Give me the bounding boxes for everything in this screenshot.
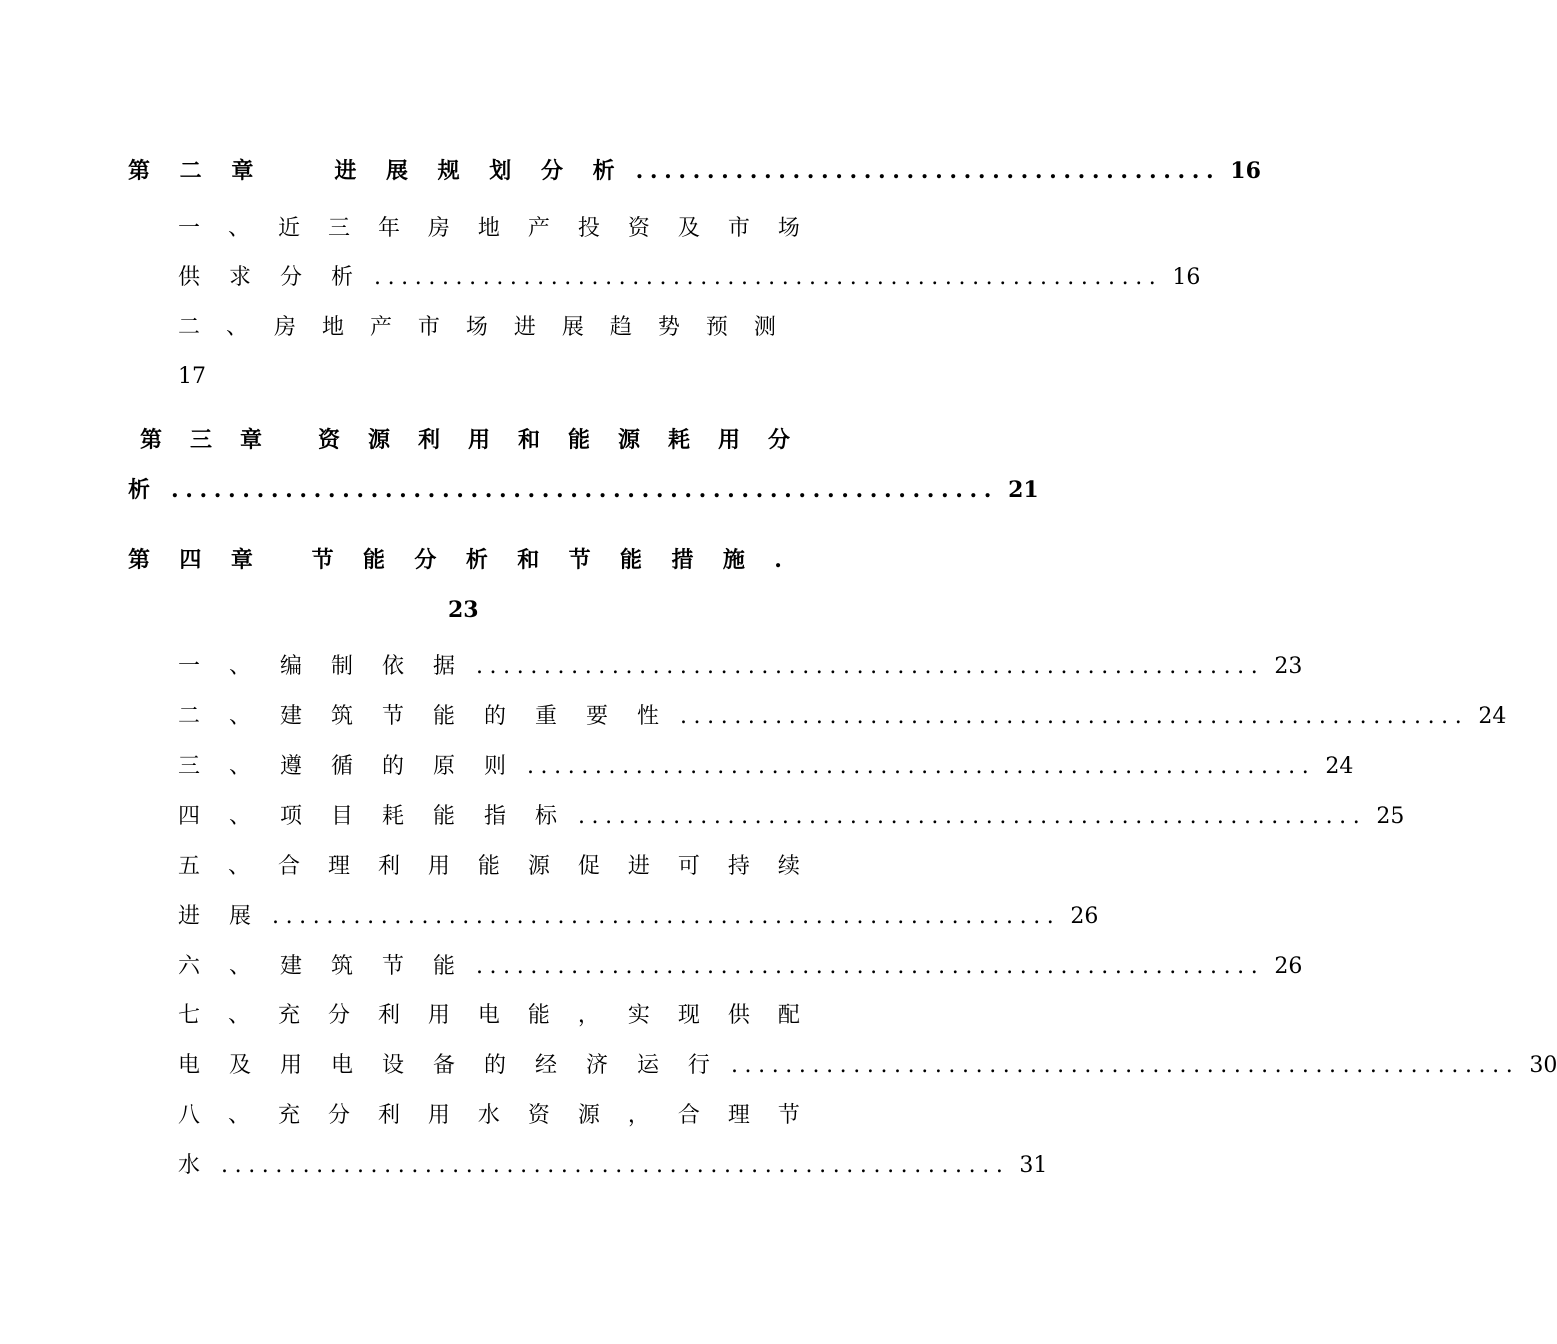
chapter-title-cont: 析 bbox=[128, 477, 162, 503]
toc-section-4-7-line1 bbox=[178, 1001, 800, 1031]
toc-glyph: 预 bbox=[705, 315, 728, 340]
toc-section-2-2-line1 bbox=[178, 313, 776, 343]
toc-glyph: 三 bbox=[327, 216, 350, 241]
toc-glyph: 利 bbox=[377, 854, 400, 879]
toc-glyph: 和 bbox=[517, 547, 540, 573]
toc-glyph: . bbox=[774, 547, 782, 573]
toc-glyph: 能 bbox=[363, 547, 386, 573]
leader-dots: .......................................................... bbox=[577, 804, 1367, 829]
section-title-cont: 供 求 分 析 bbox=[178, 265, 364, 290]
toc-glyph: 合 bbox=[277, 854, 300, 879]
toc-glyph: 场 bbox=[465, 315, 488, 340]
page-number: 24 bbox=[1478, 704, 1507, 729]
section-title: 四 、 项 目 耗 能 指 标 bbox=[178, 804, 568, 829]
toc-glyph: 二 bbox=[178, 315, 201, 340]
toc-glyph: 耗 bbox=[667, 427, 690, 453]
toc-glyph: 五 bbox=[178, 854, 201, 879]
toc-glyph: 八 bbox=[178, 1103, 201, 1128]
toc-section-2-2-line2 bbox=[178, 362, 206, 392]
toc-glyph: 持 bbox=[727, 854, 750, 879]
section-title: 六 、 建 筑 节 能 bbox=[178, 954, 466, 979]
leader-dots: .......................................................... bbox=[221, 1153, 1010, 1178]
leader-dots: .......................................................... bbox=[171, 477, 999, 503]
toc-glyph: 施 bbox=[722, 547, 745, 573]
leader-dots: .......................................................... bbox=[475, 954, 1265, 979]
toc-glyph: 析 bbox=[465, 547, 488, 573]
toc-glyph: 房 bbox=[273, 315, 296, 340]
page-number: 26 bbox=[1070, 904, 1099, 929]
toc-glyph: 利 bbox=[377, 1003, 400, 1028]
toc-glyph: 理 bbox=[327, 854, 350, 879]
toc-glyph: 用 bbox=[427, 1003, 450, 1028]
toc-glyph: 用 bbox=[467, 427, 490, 453]
toc-glyph: 市 bbox=[417, 315, 440, 340]
toc-glyph: ， bbox=[577, 1003, 600, 1028]
page-number: 30 bbox=[1529, 1053, 1557, 1078]
toc-glyph: 现 bbox=[677, 1003, 700, 1028]
toc-section-4-3 bbox=[178, 752, 1354, 782]
toc-glyph: 、 bbox=[227, 1003, 250, 1028]
toc-glyph: 可 bbox=[677, 854, 700, 879]
toc-glyph: 分 bbox=[414, 547, 437, 573]
leader-dots: .......................................................... bbox=[679, 704, 1469, 729]
section-title: 二 、 建 筑 节 能 的 重 要 性 bbox=[178, 704, 670, 729]
toc-section-4-2 bbox=[178, 702, 1507, 732]
section-title: 三 、 遵 循 的 原 则 bbox=[178, 754, 517, 779]
toc-glyph: ， bbox=[627, 1103, 650, 1128]
toc-glyph: 源 bbox=[577, 1103, 600, 1128]
toc-glyph: 地 bbox=[321, 315, 344, 340]
toc-glyph: 年 bbox=[377, 216, 400, 241]
toc-glyph: 利 bbox=[377, 1103, 400, 1128]
toc-chapter-4-line2 bbox=[448, 595, 479, 625]
toc-chapter-4-line1 bbox=[128, 545, 782, 575]
section-title-cont: 进 展 bbox=[178, 904, 262, 929]
toc-glyph: 资 bbox=[317, 427, 340, 453]
chapter-number: 第 二 章 bbox=[128, 158, 265, 184]
toc-section-2-1-line1 bbox=[178, 214, 800, 244]
toc-section-4-8-line1 bbox=[178, 1101, 800, 1131]
page-number: 26 bbox=[1274, 954, 1303, 979]
toc-glyph: 续 bbox=[777, 854, 800, 879]
toc-section-4-8-line2 bbox=[178, 1151, 1048, 1181]
page-number: 25 bbox=[1376, 804, 1405, 829]
chapter-title: 进 展 规 划 分 析 bbox=[334, 158, 626, 184]
toc-glyph: 地 bbox=[477, 216, 500, 241]
toc-glyph: 分 bbox=[327, 1003, 350, 1028]
toc-glyph: 章 bbox=[230, 547, 253, 573]
section-title-cont: 水 bbox=[178, 1153, 212, 1178]
toc-glyph: 理 bbox=[727, 1103, 750, 1128]
toc-glyph: 近 bbox=[277, 216, 300, 241]
toc-glyph: 分 bbox=[767, 427, 790, 453]
toc-glyph: 合 bbox=[677, 1103, 700, 1128]
leader-dots: .......................................................... bbox=[475, 654, 1265, 679]
toc-glyph: 进 bbox=[513, 315, 536, 340]
page-number: 31 bbox=[1019, 1153, 1048, 1178]
toc-glyph: 措 bbox=[671, 547, 694, 573]
page-number: 17 bbox=[178, 364, 206, 389]
toc-glyph: 四 bbox=[179, 547, 202, 573]
toc-section-4-6 bbox=[178, 952, 1303, 982]
toc-glyph: 配 bbox=[777, 1003, 800, 1028]
toc-glyph: 一 bbox=[178, 216, 201, 241]
toc-glyph: 促 bbox=[577, 854, 600, 879]
toc-glyph: 源 bbox=[617, 427, 640, 453]
toc-glyph: 产 bbox=[369, 315, 392, 340]
toc-glyph: 充 bbox=[277, 1103, 300, 1128]
toc-glyph: 源 bbox=[367, 427, 390, 453]
toc-glyph: 能 bbox=[527, 1003, 550, 1028]
toc-glyph: 章 bbox=[240, 427, 263, 453]
toc-glyph: 分 bbox=[327, 1103, 350, 1128]
toc-glyph: 、 bbox=[227, 216, 250, 241]
toc-glyph: 趋 bbox=[609, 315, 632, 340]
leader-dots: .......................................................... bbox=[730, 1053, 1520, 1078]
toc-glyph: 及 bbox=[677, 216, 700, 241]
toc-glyph: 场 bbox=[777, 216, 800, 241]
toc-glyph: 七 bbox=[178, 1003, 201, 1028]
page-number: 24 bbox=[1325, 754, 1354, 779]
toc-glyph: 三 bbox=[190, 427, 213, 453]
toc-section-2-1-line2 bbox=[178, 263, 1201, 293]
toc-chapter-3-line2 bbox=[128, 475, 1039, 505]
leader-dots: .......................................................... bbox=[272, 904, 1061, 929]
page-number: 23 bbox=[1274, 654, 1303, 679]
toc-glyph: 实 bbox=[627, 1003, 650, 1028]
leader-dots: ......................................... bbox=[635, 158, 1221, 184]
toc-glyph: 电 bbox=[477, 1003, 500, 1028]
toc-glyph: 第 bbox=[140, 427, 163, 453]
toc-glyph: 房 bbox=[427, 216, 450, 241]
toc-glyph: 用 bbox=[717, 427, 740, 453]
leader-dots: .......................................................... bbox=[526, 754, 1316, 779]
toc-glyph: 水 bbox=[477, 1103, 500, 1128]
toc-glyph: 、 bbox=[225, 315, 248, 340]
toc-glyph: 节 bbox=[311, 547, 334, 573]
toc-section-4-5-line2 bbox=[178, 902, 1099, 932]
toc-glyph: 用 bbox=[427, 854, 450, 879]
toc-glyph: 用 bbox=[427, 1103, 450, 1128]
toc-glyph: 测 bbox=[753, 315, 776, 340]
toc-glyph: 资 bbox=[527, 1103, 550, 1128]
toc-glyph: 资 bbox=[627, 216, 650, 241]
toc-glyph: 展 bbox=[561, 315, 584, 340]
toc-chapter-3-line1 bbox=[140, 425, 790, 455]
toc-glyph: 供 bbox=[727, 1003, 750, 1028]
page-number: 23 bbox=[448, 597, 479, 623]
toc-glyph: 节 bbox=[568, 547, 591, 573]
toc-chapter-2 bbox=[128, 156, 1261, 186]
toc-glyph: 能 bbox=[477, 854, 500, 879]
toc-glyph: 能 bbox=[567, 427, 590, 453]
toc-glyph: 充 bbox=[277, 1003, 300, 1028]
page-number: 16 bbox=[1230, 158, 1261, 184]
toc-glyph: 利 bbox=[417, 427, 440, 453]
page-number: 16 bbox=[1172, 265, 1201, 290]
toc-glyph: 市 bbox=[727, 216, 750, 241]
toc-glyph: 能 bbox=[620, 547, 643, 573]
toc-section-4-5-line1 bbox=[178, 852, 800, 882]
leader-dots: .......................................................... bbox=[373, 265, 1163, 290]
toc-glyph: 、 bbox=[227, 1103, 250, 1128]
toc-glyph: 投 bbox=[577, 216, 600, 241]
toc-glyph: 和 bbox=[517, 427, 540, 453]
section-title-cont: 电 及 用 电 设 备 的 经 济 运 行 bbox=[178, 1053, 721, 1078]
toc-glyph: 势 bbox=[657, 315, 680, 340]
toc-glyph: 、 bbox=[227, 854, 250, 879]
page-number: 21 bbox=[1008, 477, 1039, 503]
toc-glyph: 进 bbox=[627, 854, 650, 879]
toc-glyph: 第 bbox=[128, 547, 151, 573]
toc-glyph: 源 bbox=[527, 854, 550, 879]
toc-section-4-4 bbox=[178, 802, 1405, 832]
toc-glyph: 产 bbox=[527, 216, 550, 241]
section-title: 一 、 编 制 依 据 bbox=[178, 654, 466, 679]
toc-section-4-7-line2 bbox=[178, 1051, 1557, 1081]
toc-section-4-1 bbox=[178, 652, 1303, 682]
toc-glyph: 节 bbox=[777, 1103, 800, 1128]
